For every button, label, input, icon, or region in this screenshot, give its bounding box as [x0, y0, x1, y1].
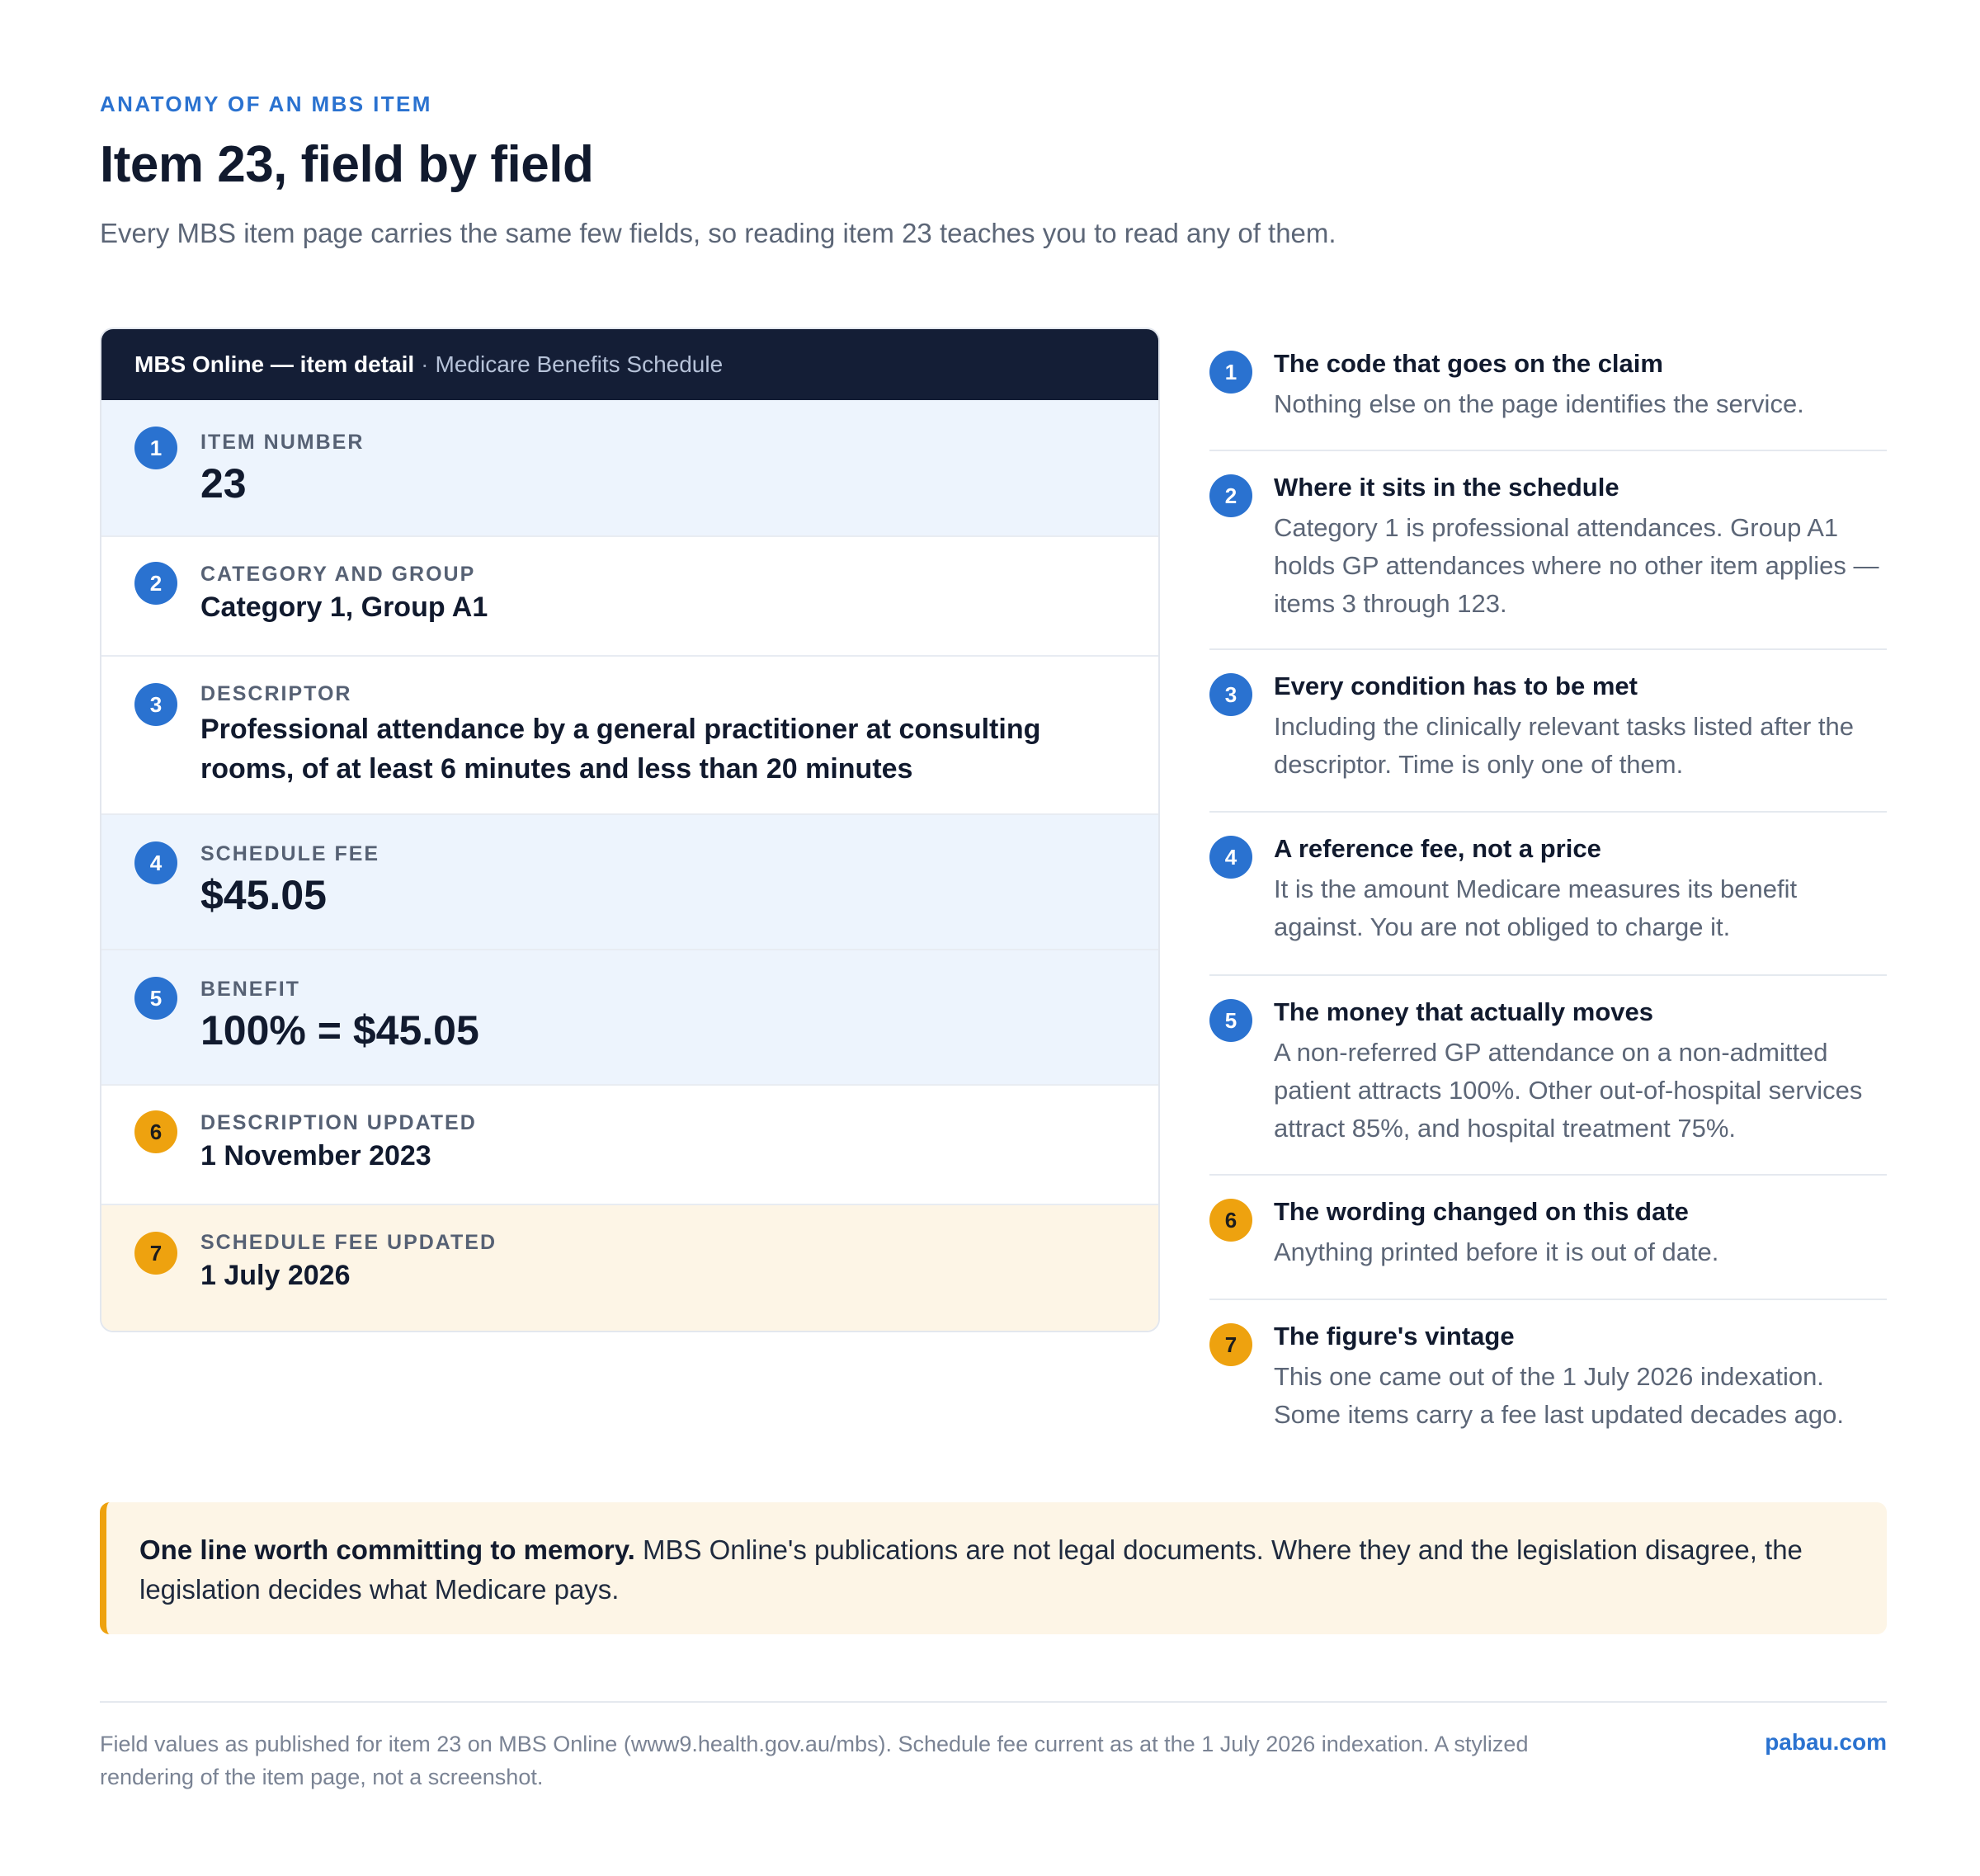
field-number-badge: 5: [134, 977, 177, 1020]
note-item: [1209, 813, 1887, 976]
note-title: The wording changed on this date: [1274, 1197, 1689, 1226]
callout-lead: One line worth committing to memory.: [139, 1534, 635, 1565]
note-item: [1209, 650, 1887, 813]
card-header-subtitle: Medicare Benefits Schedule: [435, 351, 724, 377]
note-item: [1209, 328, 1887, 451]
field-label: DESCRIPTION UPDATED: [200, 1111, 477, 1134]
field-value: Professional attendance by a general practitioner at consulting rooms, of at least 6 minutes and less than 20 minutes: [200, 714, 1041, 785]
note-number-badge: 6: [1209, 1199, 1252, 1242]
note-number-badge: 5: [1209, 999, 1252, 1042]
note-number-badge: 3: [1209, 673, 1252, 716]
note-title: Every condition has to be met: [1274, 672, 1638, 700]
note-body: Nothing else on the page identifies the service.: [1274, 389, 1804, 418]
note-title: The code that goes on the claim: [1274, 349, 1663, 378]
field-label: SCHEDULE FEE UPDATED: [200, 1231, 497, 1254]
footer-note: Field values as published for item 23 on MBS Online (www9.health.gov.au/mbs). Schedule fee current as at the 1 July 2026 indexation. A stylized rendering of the item page, not a screenshot.: [100, 1732, 1529, 1789]
note-item: [1209, 451, 1887, 650]
brand-link[interactable]: pabau.com: [1765, 1729, 1887, 1755]
field-value: 23: [200, 460, 247, 507]
field-value: 1 July 2026: [200, 1260, 351, 1291]
footer-divider: [100, 1701, 1887, 1703]
callout-text: MBS Online's publications are not legal documents. Where they and the legislation disagree, the legislation decides what Medicare pays.: [139, 1534, 1803, 1605]
note-title: A reference fee, not a price: [1274, 834, 1601, 863]
field-number-badge: 3: [134, 683, 177, 726]
field-number-badge: 1: [134, 427, 177, 469]
note-number-badge: 2: [1209, 474, 1252, 517]
field-value: Category 1, Group A1: [200, 592, 488, 623]
note-number-badge: 1: [1209, 351, 1252, 394]
field-number-badge: 7: [134, 1232, 177, 1275]
field-row-descriptor: [101, 657, 1158, 815]
field-row-item-number: [101, 400, 1158, 537]
card-header-title: MBS Online — item detail: [134, 351, 415, 377]
field-number-badge: 4: [134, 841, 177, 884]
note-title: The money that actually moves: [1274, 997, 1653, 1026]
note-body: Anything printed before it is out of date.: [1274, 1237, 1719, 1266]
page-title: Item 23, field by field: [100, 136, 594, 193]
note-item: [1209, 1176, 1887, 1300]
field-value: 100% = $45.05: [200, 1007, 479, 1053]
note-item: [1209, 1300, 1887, 1465]
field-row-schedule-fee-updated: [101, 1205, 1158, 1332]
note-title: The figure's vintage: [1274, 1322, 1515, 1350]
field-row-schedule-fee: [101, 815, 1158, 950]
item-detail-card: [100, 328, 1160, 1332]
field-value: $45.05: [200, 872, 327, 918]
card-header: [101, 329, 1158, 400]
note-body: Including the clinically relevant tasks listed after the descriptor. Time is only one of them.: [1274, 712, 1855, 779]
note-title: Where it sits in the schedule: [1274, 473, 1619, 502]
note-body: A non-referred GP attendance on a non-admitted patient attracts 100%. Other out-of-hospital services attract 85%, and hospital treatment 75%.: [1274, 1038, 1863, 1143]
note-body: Category 1 is professional attendances. Group A1 holds GP attendances where no other item applies — items 3 through 123.: [1274, 513, 1879, 618]
field-label: CATEGORY AND GROUP: [200, 563, 476, 586]
note-number-badge: 4: [1209, 836, 1252, 879]
note-body: This one came out of the 1 July 2026 indexation. Some items carry a fee last updated decades ago.: [1274, 1362, 1845, 1429]
field-number-badge: 2: [134, 562, 177, 605]
note-item: [1209, 976, 1887, 1176]
field-value: 1 November 2023: [200, 1140, 431, 1171]
field-label: DESCRIPTOR: [200, 682, 352, 705]
field-label: BENEFIT: [200, 978, 300, 1001]
field-number-badge: 6: [134, 1110, 177, 1153]
memory-callout: [100, 1502, 1887, 1634]
field-label: SCHEDULE FEE: [200, 842, 380, 865]
field-label: ITEM NUMBER: [200, 431, 365, 454]
note-body: It is the amount Medicare measures its benefit against. You are not obliged to charge it.: [1274, 874, 1798, 941]
field-row-category-group: [101, 537, 1158, 657]
card-header-separator: ·: [421, 351, 429, 377]
eyebrow: ANATOMY OF AN MBS ITEM: [100, 92, 432, 116]
field-row-benefit: [101, 950, 1158, 1086]
field-notes-list: [1209, 328, 1887, 1465]
page-subtitle: Every MBS item page carries the same few fields, so reading item 23 teaches you to read any of them.: [100, 218, 1336, 248]
field-row-description-updated: [101, 1086, 1158, 1205]
note-number-badge: 7: [1209, 1323, 1252, 1366]
